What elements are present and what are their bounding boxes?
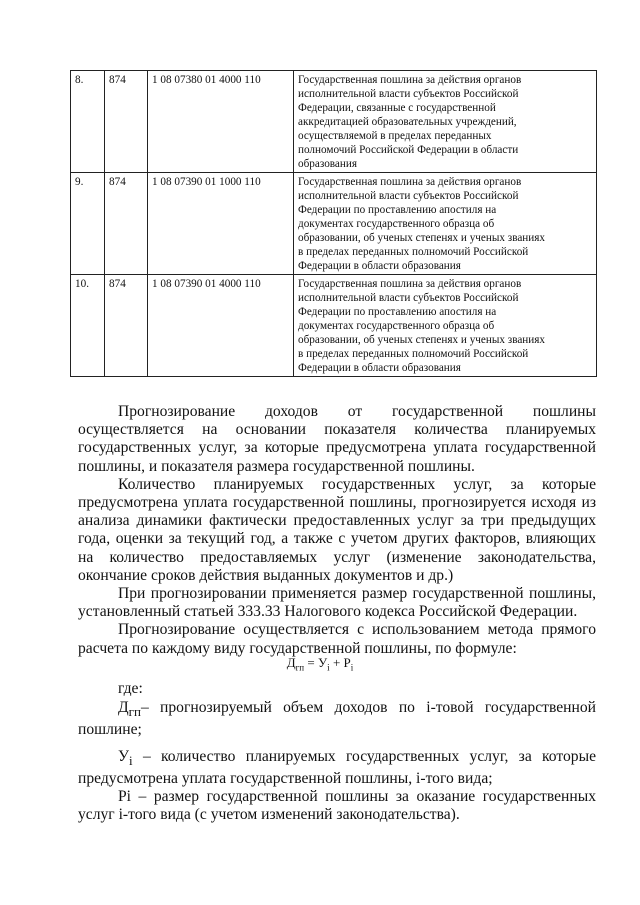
definition-item — [78, 699, 596, 740]
description-line: исполнительной власти субъектов Российской — [298, 292, 519, 304]
definition-symbol: Рi — [118, 788, 132, 806]
admin-code: 874 — [105, 275, 148, 377]
formula-term-1-subscript: i — [327, 662, 330, 673]
paragraph: Прогнозирование доходов от государственной пошлины осуществляется на основании показателя количества планируемых государственных услуг, за которые предусмотрена уплата государственной пошлины, и показателя размера государственной пошлины. — [78, 403, 596, 475]
description-line: исполнительной власти субъектов Российской — [298, 88, 519, 100]
revenue-codes-table — [70, 70, 597, 377]
budget-code: 1 08 07380 01 4000 110 — [148, 71, 294, 173]
definition-item — [78, 788, 596, 824]
formula — [0, 655, 640, 673]
description-line: полномочий Российской Федерации в области — [298, 144, 519, 156]
description-line: Федерации в области образования — [298, 260, 461, 272]
definition-text: – прогнозируемый объем доходов по i-товой государственной пошлине; — [78, 699, 596, 739]
description-line: Государственная пошлина за действия органов — [298, 176, 522, 188]
formula-lhs: Д — [286, 655, 296, 670]
revenue-description — [294, 275, 597, 377]
definition-symbol: Д — [118, 699, 129, 716]
row-number: 8. — [71, 71, 105, 173]
definition-symbol-subscript: гп — [128, 704, 141, 720]
table-row — [71, 71, 597, 173]
budget-code: 1 08 07390 01 1000 110 — [148, 173, 294, 275]
description-line: исполнительной власти субъектов Российской — [298, 190, 519, 202]
description-line: Федерации по проставлению апостиля на — [298, 306, 497, 318]
description-line: аккредитацией образовательных учреждений, — [298, 116, 517, 128]
revenue-description — [294, 173, 597, 275]
table-row — [71, 275, 597, 377]
description-line: документах государственного образца об — [298, 320, 495, 332]
description-line: образования — [298, 158, 358, 170]
description-line: Федерации в области образования — [298, 362, 461, 374]
revenue-description — [294, 71, 597, 173]
formula-equals: = — [307, 655, 315, 670]
description-line: осуществляемой в пределах переданных — [298, 130, 492, 142]
table-row — [71, 173, 597, 275]
formula-term-2: Р — [343, 655, 351, 670]
description-line: образовании, об ученых степенях и ученых званиях — [298, 232, 546, 244]
definitions — [78, 699, 596, 824]
description-line: Федерации, связанные с государственной — [298, 102, 496, 114]
definition-symbol: У — [118, 747, 130, 765]
definition-text: – размер государственной пошлины за оказание государственных услуг i-того вида (с учетом изменений законодательства). — [78, 788, 596, 824]
description-line: образовании, об ученых степенях и ученых званиях — [298, 334, 546, 346]
definition-text: – количество планируемых государственных услуг, за которые предусмотрена уплата государственной пошлины, i-того вида; — [78, 747, 596, 787]
body-text — [78, 403, 596, 658]
description-line: Федерации по проставлению апостиля на — [298, 204, 497, 216]
paragraph: Прогнозирование осуществляется с использованием метода прямого расчета по каждому виду государственной пошлины, по формуле: — [78, 621, 596, 657]
paragraph: При прогнозировании применяется размер государственной пошлины, установленный статьей 333.33 Налогового кодекса Российской Федерации. — [78, 585, 596, 621]
paragraph: Количество планируемых государственных услуг, за которые предусмотрена уплата государственной пошлины, прогнозируется исходя из анализа динамики фактически предоставленных услуг за три предыдущих года, оценки за текущий год, а также с учетом других факторов, влияющих на количество предоставляемых услуг (изменение законодательства, окончание сроков действия выданных документов и др.) — [78, 475, 596, 584]
formula-term-2-subscript: i — [350, 662, 354, 673]
definition-item — [78, 748, 596, 789]
definition-symbol-subscript: i — [129, 752, 133, 768]
where-label: где: — [118, 680, 143, 697]
description-line: в пределах переданных полномочий Российской — [298, 246, 529, 258]
budget-code: 1 08 07390 01 4000 110 — [148, 275, 294, 377]
description-line: Государственная пошлина за действия органов — [298, 278, 522, 290]
formula-term-1: У — [317, 655, 328, 670]
admin-code: 874 — [105, 173, 148, 275]
admin-code: 874 — [105, 71, 148, 173]
formula-lhs-subscript: гп — [295, 662, 305, 673]
formula-plus: + — [332, 655, 341, 670]
description-line: документах государственного образца об — [298, 218, 495, 230]
row-number: 9. — [71, 173, 105, 275]
description-line: Государственная пошлина за действия органов — [298, 74, 522, 86]
description-line: в пределах переданных полномочий Российской — [298, 348, 529, 360]
row-number: 10. — [71, 275, 105, 377]
